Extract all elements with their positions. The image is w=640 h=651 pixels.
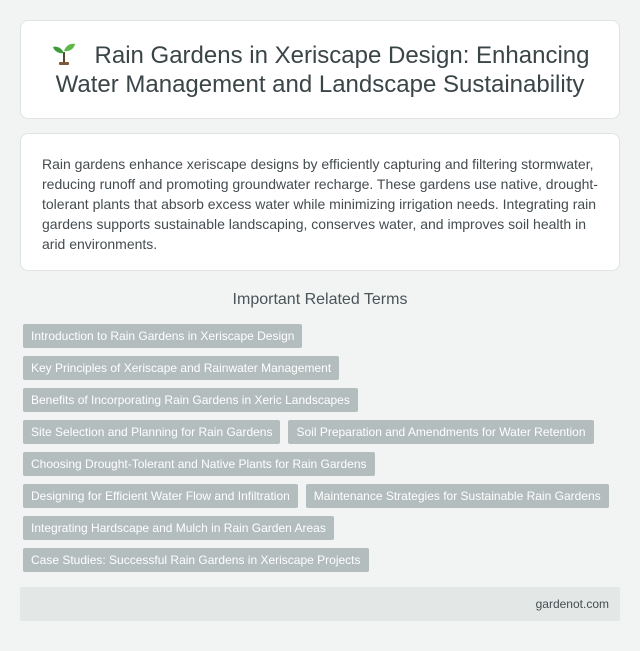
- related-term-tag[interactable]: Maintenance Strategies for Sustainable Rain Gardens: [306, 484, 609, 508]
- related-term-tag[interactable]: Designing for Efficient Water Flow and Infiltration: [23, 484, 298, 508]
- title-card: [20, 20, 620, 119]
- footer-site: gardenot.com: [535, 597, 609, 611]
- related-term-tag[interactable]: Key Principles of Xeriscape and Rainwater Management: [23, 356, 339, 380]
- related-term-tag[interactable]: Benefits of Incorporating Rain Gardens in Xeric Landscapes: [23, 388, 358, 412]
- page-title: [35, 41, 605, 99]
- seedling-icon: [51, 41, 77, 65]
- related-terms-list: [23, 324, 623, 572]
- related-term-tag[interactable]: Soil Preparation and Amendments for Water Retention: [288, 420, 593, 444]
- footer: [20, 587, 620, 621]
- related-term-tag[interactable]: Case Studies: Successful Rain Gardens in Xeriscape Projects: [23, 548, 369, 572]
- summary-card: [20, 133, 620, 271]
- related-terms-heading: Important Related Terms: [232, 291, 408, 308]
- page-title-text: Rain Gardens in Xeriscape Design: Enhancing Water Management and Landscape Sustainability: [55, 41, 590, 98]
- summary-text: Rain gardens enhance xeriscape designs by efficiently capturing and filtering stormwater, reducing runoff and promoting groundwater recharge. These gardens use native, drought-tolerant plants that absorb excess water while minimizing irrigation needs. Integrating rain gardens supports sustainable landscaping, conserves water, and improves soil health in arid environments.: [42, 156, 598, 252]
- related-term-tag[interactable]: Choosing Drought-Tolerant and Native Plants for Rain Gardens: [23, 452, 375, 476]
- related-term-tag[interactable]: Site Selection and Planning for Rain Gardens: [23, 420, 280, 444]
- related-term-tag[interactable]: Introduction to Rain Gardens in Xeriscape Design: [23, 324, 302, 348]
- related-term-tag[interactable]: Integrating Hardscape and Mulch in Rain Garden Areas: [23, 516, 334, 540]
